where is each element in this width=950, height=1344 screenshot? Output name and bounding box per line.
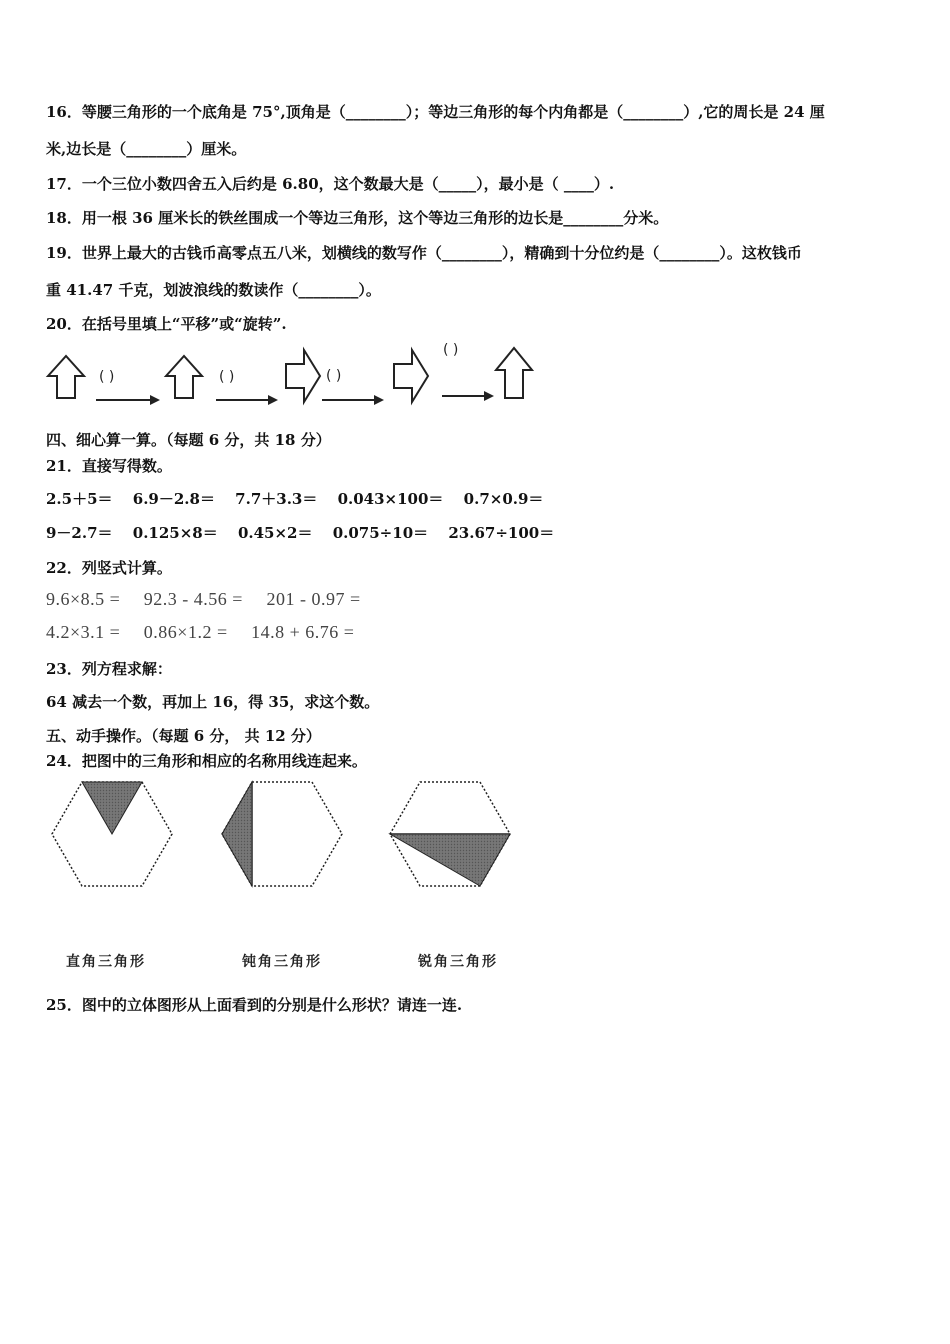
- q22-row1: 9.6×8.5 = 92.3 - 4.56 = 201 - 0.97 =: [46, 589, 361, 609]
- section5-title: 五、动手操作。（每题 6 分， 共 12 分）: [46, 727, 321, 745]
- right-long-arrow-4: [442, 391, 494, 401]
- label-right-triangle: 直角三角形: [66, 954, 146, 970]
- label-acute-triangle: 锐角三角形: [418, 954, 498, 970]
- q20-paren-3: ( ): [326, 368, 342, 384]
- q19-line1: 19．世界上最大的古钱币高零点五八米，划横线的数写作（________），精确到十分位约是（________）。这枚钱币: [46, 244, 802, 262]
- right-arrow-shape-2: [394, 350, 428, 402]
- q16-line1: 16．等腰三角形的一个底角是 75°,顶角是（________）；等边三角形的每个内角都是（________）,它的周长是 24 厘: [46, 103, 825, 121]
- q20-title: 20．在括号里填上“平移”或“旋转”.: [46, 315, 287, 333]
- q20-figure: [44, 340, 544, 412]
- q23-title: 23．列方程求解：: [46, 660, 172, 678]
- up-arrow-shape-2: [166, 356, 202, 398]
- q20-paren-2: ( ): [219, 369, 235, 385]
- right-long-arrow-1: [96, 395, 160, 405]
- hexagon-3: [390, 782, 510, 886]
- hexagon-2: [222, 782, 342, 886]
- q22-title: 22．列竖式计算。: [46, 559, 172, 577]
- right-long-arrow-3: [322, 395, 384, 405]
- q16-line2: 米,边长是（________）厘米。: [46, 140, 247, 158]
- label-obtuse-triangle: 钝角三角形: [242, 954, 322, 970]
- q20-paren-1: ( ): [99, 369, 115, 385]
- q20-paren-4: ( ): [443, 342, 459, 358]
- right-arrow-shape-1: [286, 350, 320, 402]
- q21-row1: 2.5＋5＝ 6.9－2.8＝ 7.7＋3.3＝ 0.043×100＝ 0.7×0.9＝: [46, 490, 544, 508]
- section4-title: 四、细心算一算。（每题 6 分，共 18 分）: [46, 431, 331, 449]
- up-arrow-shape-1: [48, 356, 84, 398]
- q21-row2: 9－2.7＝ 0.125×8＝ 0.45×2＝ 0.075÷10＝ 23.67÷100＝: [46, 524, 555, 542]
- q25: 25．图中的立体图形从上面看到的分别是什么形状？请连一连.: [46, 996, 463, 1014]
- q21-title: 21．直接写得数。: [46, 457, 172, 475]
- q17: 17．一个三位小数四舍五入后约是 6.80，这个数最大是（_____），最小是（ ____）.: [46, 175, 615, 193]
- q22-row2: 4.2×3.1 = 0.86×1.2 = 14.8 + 6.76 =: [46, 622, 355, 642]
- right-long-arrow-2: [216, 395, 278, 405]
- triangle-right: [82, 782, 142, 834]
- triangle-obtuse: [222, 782, 252, 886]
- hexagon-1: [52, 782, 172, 886]
- q24-title: 24．把图中的三角形和相应的名称用线连起来。: [46, 752, 367, 770]
- q23-text: 64 减去一个数，再加上 16，得 35，求这个数。: [46, 693, 380, 711]
- q19-line2: 重 41.47 千克，划波浪线的数读作（________）。: [46, 281, 381, 299]
- up-arrow-shape-3: [496, 348, 532, 398]
- q18: 18．用一根 36 厘米长的铁丝围成一个等边三角形，这个等边三角形的边长是________分米。: [46, 209, 669, 227]
- q24-figure: [48, 780, 518, 892]
- triangle-acute: [390, 834, 510, 886]
